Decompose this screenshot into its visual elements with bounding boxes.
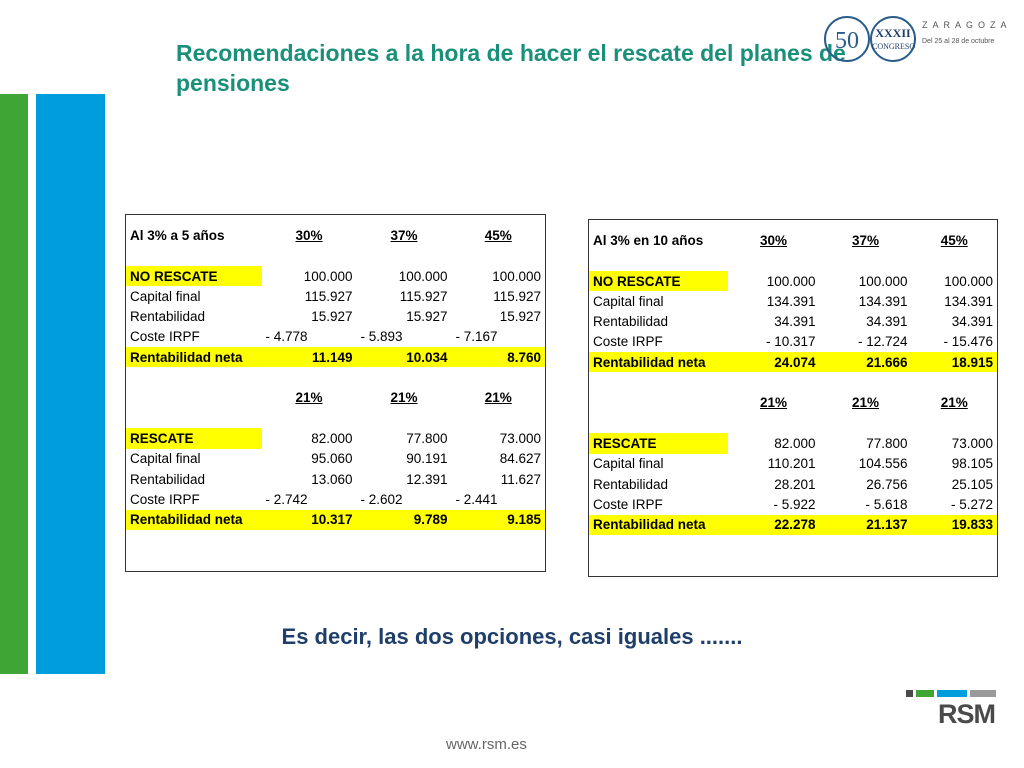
cell-value: 11.149 (262, 347, 357, 367)
cell-value: 25.105 (951, 476, 993, 492)
pct-header: 30% (759, 232, 788, 248)
logo-square-icon (937, 690, 967, 697)
row-label: Rentabilidad (593, 314, 669, 330)
cell-value: 24.074 (728, 352, 820, 372)
cell-value: 134.391 (944, 293, 993, 309)
cell-value: - 15.476 (943, 334, 993, 350)
table-row (126, 286, 546, 306)
slide-title: Recomendaciones a la hora de hacer el rescate del planes de pensiones (176, 40, 846, 96)
cell-value: - 5.618 (865, 497, 908, 513)
table-row (126, 408, 546, 428)
cell-value: 10.317 (262, 510, 357, 530)
cell-value: 82.000 (311, 431, 353, 447)
table-row (589, 372, 998, 392)
logo-square-icon (916, 690, 934, 697)
cell-value: 19.833 (912, 515, 998, 535)
cell-value: 34.391 (774, 314, 816, 330)
row-label: Rentabilidad neta (126, 510, 262, 530)
logo-square-icon (906, 690, 913, 697)
row-label: Coste IRPF (593, 497, 663, 513)
row-label: Rentabilidad (593, 476, 669, 492)
cell-value: 100.000 (858, 273, 908, 289)
rsm-logo-text: RSM (938, 699, 995, 729)
cell-value: 77.800 (866, 436, 908, 452)
conclusion-text: Es decir, las dos opciones, casi iguales ....... (281, 624, 743, 649)
row-label: Capital final (130, 288, 201, 304)
cell-value: 73.000 (499, 431, 541, 447)
congress-roman-number: XXXII (875, 26, 911, 40)
row-label: RESCATE (126, 428, 262, 448)
congress-city: ZARAGOZA (922, 20, 1012, 30)
cell-value: - 7.167 (455, 329, 498, 345)
table-row (589, 271, 998, 291)
pct-header: 21% (484, 390, 512, 406)
congress-emblem (870, 16, 916, 62)
cell-value: 28.201 (774, 476, 816, 492)
pct-header: 21% (851, 395, 880, 411)
cell-value: 77.800 (406, 431, 448, 447)
table-row (589, 393, 998, 413)
cell-value: 18.915 (912, 352, 998, 372)
table-row (126, 215, 546, 246)
row-label: RESCATE (589, 433, 728, 453)
table-row (589, 474, 998, 494)
cell-value: 100.000 (303, 268, 353, 284)
row-label: Coste IRPF (593, 334, 663, 350)
cell-value: - 2.602 (360, 492, 403, 508)
table-row (126, 469, 546, 489)
pct-header: 45% (940, 232, 968, 248)
cell-value: - 12.724 (857, 334, 908, 350)
cell-value: 22.278 (728, 515, 820, 535)
congress-dates: Del 25 al 28 de octubre (922, 38, 995, 45)
pct-header: 21% (940, 395, 968, 411)
footer-url: www.rsm.es (446, 736, 527, 753)
cell-value: - 5.893 (360, 329, 403, 345)
table-row (126, 428, 546, 448)
cell-value: 100.000 (944, 273, 993, 289)
cell-value: 11.627 (500, 471, 541, 487)
table-heading: Al 3% a 5 años (130, 227, 225, 243)
table-heading: Al 3% en 10 años (593, 232, 704, 248)
cell-value: 26.756 (866, 476, 908, 492)
table-row (589, 494, 998, 514)
cell-value: 15.927 (499, 309, 541, 325)
row-label: Rentabilidad neta (126, 347, 262, 367)
cell-value: - 2.441 (455, 492, 498, 508)
decorative-green-bar (0, 94, 28, 674)
row-label: Coste IRPF (130, 329, 200, 345)
cell-value: - 10.317 (765, 334, 816, 350)
cell-value: 73.000 (951, 436, 993, 452)
row-label: Rentabilidad neta (589, 515, 728, 535)
cell-value: - 4.778 (265, 329, 308, 345)
cell-value: 90.191 (406, 451, 448, 467)
row-label: Coste IRPF (130, 492, 200, 508)
table-row (589, 413, 998, 433)
cell-value: 10.034 (357, 347, 452, 367)
table-row (126, 388, 546, 408)
table-row (126, 367, 546, 387)
cell-value: 104.556 (858, 456, 908, 472)
table-row (589, 555, 998, 576)
pct-header: 30% (295, 227, 323, 243)
cell-value: 15.927 (406, 309, 448, 325)
table-row (589, 220, 998, 251)
cell-value: 95.060 (311, 451, 353, 467)
table-row (126, 489, 546, 509)
cell-value: 134.391 (858, 293, 908, 309)
table-5-years (125, 214, 546, 572)
cell-value: - 5.272 (950, 497, 993, 513)
table-row (589, 251, 998, 271)
cell-value: 84.627 (499, 451, 541, 467)
row-label: Rentabilidad (130, 309, 206, 325)
cell-value: 34.391 (866, 314, 908, 330)
row-label: NO RESCATE (589, 271, 728, 291)
cell-value: 21.666 (820, 352, 912, 372)
table-row (126, 530, 546, 550)
pct-header: 45% (484, 227, 512, 243)
table-row (589, 332, 998, 352)
row-label: NO RESCATE (126, 266, 262, 286)
table-row (589, 535, 998, 555)
table-row (126, 449, 546, 469)
cell-value: 98.105 (951, 456, 993, 472)
pct-header: 21% (759, 395, 788, 411)
table-row (126, 550, 546, 571)
table-row (589, 291, 998, 311)
table-row (126, 327, 546, 347)
cell-value: 13.060 (311, 471, 353, 487)
cell-value: 15.927 (311, 309, 353, 325)
cell-value: 134.391 (766, 293, 816, 309)
pct-header: 37% (390, 227, 418, 243)
table-row (589, 352, 998, 372)
table-row (589, 515, 998, 535)
cell-value: 100.000 (766, 273, 816, 289)
table-row (589, 454, 998, 474)
rsm-logo (906, 690, 1002, 736)
cell-value: 9.185 (452, 510, 546, 530)
row-label: Rentabilidad neta (589, 352, 728, 372)
cell-value: 115.927 (493, 288, 541, 304)
cell-value: 82.000 (774, 436, 816, 452)
table-row (126, 246, 546, 266)
cell-value: - 5.922 (773, 497, 816, 513)
decorative-blue-bar (36, 94, 105, 674)
cell-value: 8.760 (452, 347, 546, 367)
congress-logo (824, 16, 1014, 64)
logo-square-icon (970, 690, 996, 697)
cell-value: 9.789 (357, 510, 452, 530)
pct-header: 21% (295, 390, 323, 406)
table-row (589, 433, 998, 453)
pct-header: 37% (851, 232, 880, 248)
cell-value: 100.000 (492, 268, 541, 284)
table-row (126, 347, 546, 367)
cell-value: 115.927 (304, 288, 353, 304)
cell-value: 110.201 (767, 456, 816, 472)
cell-value: 34.391 (951, 314, 993, 330)
table-row (589, 312, 998, 332)
cell-value: 12.391 (406, 471, 448, 487)
fifty-anniversary-emblem: 50 (824, 16, 870, 62)
cell-value: 21.137 (820, 515, 912, 535)
congress-word: CONGRESO (872, 42, 916, 51)
table-row (126, 307, 546, 327)
row-label: Capital final (593, 456, 664, 472)
row-label: Capital final (130, 451, 201, 467)
cell-value: 100.000 (398, 268, 448, 284)
cell-value: - 2.742 (265, 492, 308, 508)
table-10-years (588, 219, 998, 577)
cell-value: 115.927 (399, 288, 448, 304)
row-label: Rentabilidad (130, 471, 206, 487)
table-row (126, 510, 546, 530)
pct-header: 21% (390, 390, 418, 406)
table-row (126, 266, 546, 286)
row-label: Capital final (593, 293, 664, 309)
